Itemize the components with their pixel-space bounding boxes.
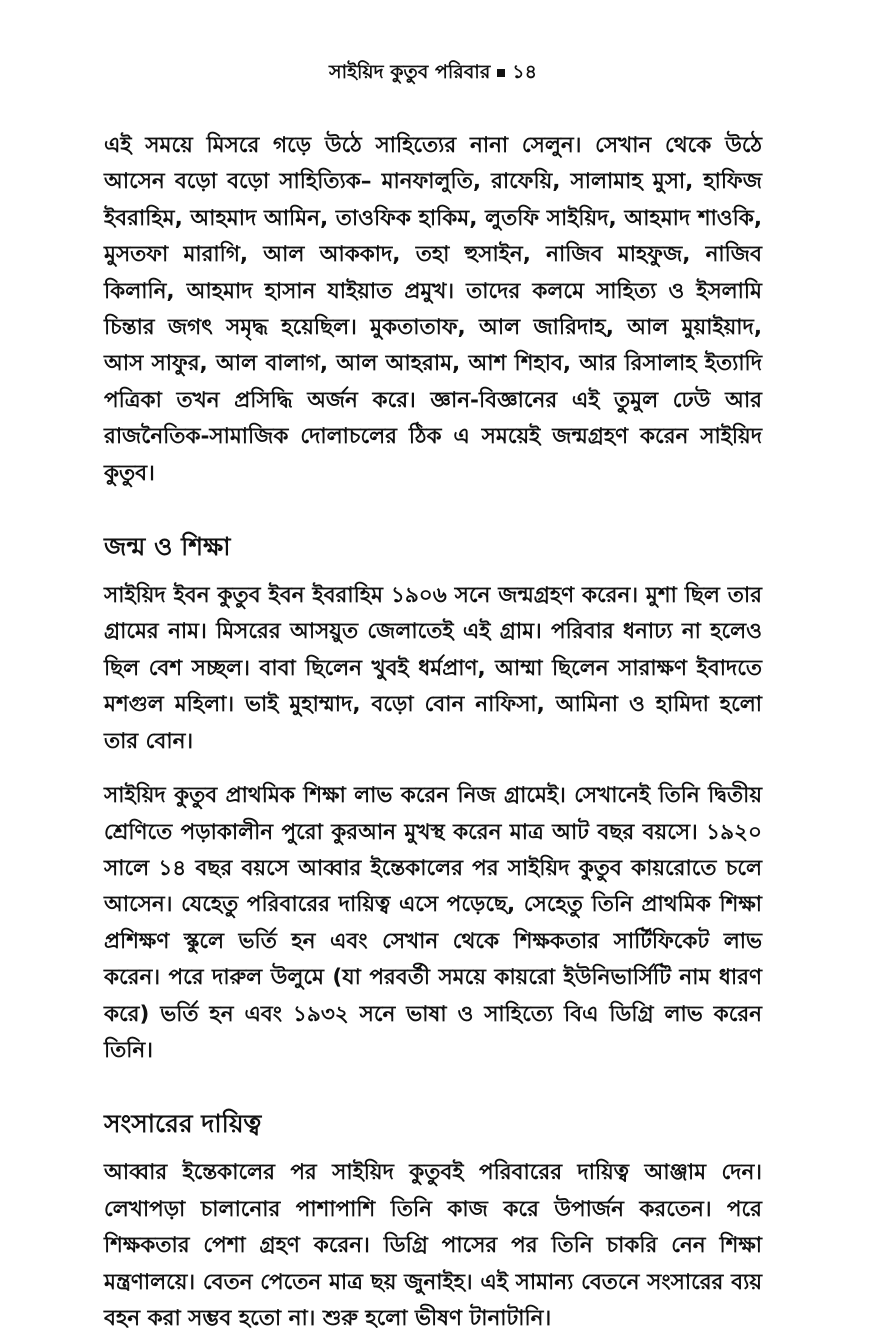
- square-separator-icon: [497, 69, 505, 77]
- birth-paragraph: সাইয়িদ ইবন কুতুব ইবন ইবরাহিম ১৯০৬ সনে জন্মগ্রহণ করেন। মুশা ছিল তার গ্রামের নাম। মিসরের আসয়ুত জেলাতেই এই গ্রাম। পরিবার ধনাঢ্য না হলেও ছিল বেশ সচ্ছল। বাবা ছিলেন খুবই ধর্মপ্রাণ, আম্মা ছিলেন সারাক্ষণ ইবাদতে মশগুল মহিলা। ভাই মুহাম্মাদ, বড়ো বোন নাফিসা, আমিনা ও হামিদা হলো তার বোন।: [104, 583, 762, 754]
- section-heading-birth-education: জন্ম ও শিক্ষা: [104, 532, 231, 562]
- section-heading-family-responsibility: সংসারের দায়িত্ব: [104, 1109, 262, 1139]
- body-text: [104, 128, 762, 1337]
- running-header: [104, 58, 762, 86]
- responsibility-paragraph: আব্বার ইন্তেকালের পর সাইয়িদ কুতুবই পরিবারের দায়িত্ব আঞ্জাম দেন। লেখাপড়া চালানোর পাশাপাশি তিনি কাজ করে উপার্জন করতেন। পরে শিক্ষকতার পেশা গ্রহণ করেন। ডিগ্রি পাসের পর তিনি চাকরি নেন শিক্ষা মন্ত্রণালয়ে। বেতন পেতেন মাত্র ছয় জুনাইহ। এই সামান্য বেতনে সংসারের ব্যয় বহন করা সম্ভব হতো না। শুরু হলো ভীষণ টানাটানি।: [104, 1160, 762, 1331]
- intro-paragraph: এই সময়ে মিসরে গড়ে উঠে সাহিত্যের নানা সেলুন। সেখান থেকে উঠে আসেন বড়ো বড়ো সাহিত্যিক– মানফালুতি, রাফেয়ি, সালামাহ মুসা, হাফিজ ইবরাহিম, আহমাদ আমিন, তাওফিক হাকিম, লুতফি সাইয়িদ, আহমাদ শাওকি, মুসতফা মারাগি, আল আককাদ, তহা হুসাইন, নাজিব মাহফুজ, নাজিব কিলানি, আহমাদ হাসান যাইয়াত প্রমুখ। তাদের কলমে সাহিত্য ও ইসলামি চিন্তার জগৎ সমৃদ্ধ হয়েছিল। মুকতাতাফ, আল জারিদাহ, আল মুয়াইয়াদ, আস সাফুর, আল বালাগ, আল আহরাম, আশ শিহাব, আর রিসালাহ ইত্যাদি পত্রিকা তখন প্রসিদ্ধি অর্জন করে। জ্ঞান-বিজ্ঞানের এই তুমুল ঢেউ আর রাজনৈতিক-সামাজিক দোলাচলের ঠিক এ সময়েই জন্মগ্রহণ করেন সাইয়িদ কুতুব।: [104, 133, 762, 486]
- page-number: ১৪: [512, 61, 537, 83]
- education-paragraph: সাইয়িদ কুতুব প্রাথমিক শিক্ষা লাভ করেন নিজ গ্রামেই। সেখানেই তিনি দ্বিতীয় শ্রেণিতে পড়াকালীন পুরো কুরআন মুখস্থ করেন মাত্র আট বছর বয়সে। ১৯২০ সালে ১৪ বছর বয়সে আব্বার ইন্তেকালের পর সাইয়িদ কুতুব কায়রোতে চলে আসেন। যেহেতু পরিবারের দায়িত্ব এসে পড়েছে, সেহেতু তিনি প্রাথমিক শিক্ষা প্রশিক্ষণ স্কুলে ভর্তি হন এবং সেখান থেকে শিক্ষকতার সার্টিফিকেট লাভ করেন। পরে দারুল উলুমে (যা পরবর্তী সময়ে কায়রো ইউনিভার্সিটি নাম ধারণ করে) ভর্তি হন এবং ১৯৩২ সনে ভাষা ও সাহিত্যে বিএ ডিগ্রি লাভ করেন তিনি।: [104, 783, 762, 1063]
- book-page: [104, 0, 762, 1331]
- book-title: সাইয়িদ কুতুব পরিবার: [329, 61, 491, 83]
